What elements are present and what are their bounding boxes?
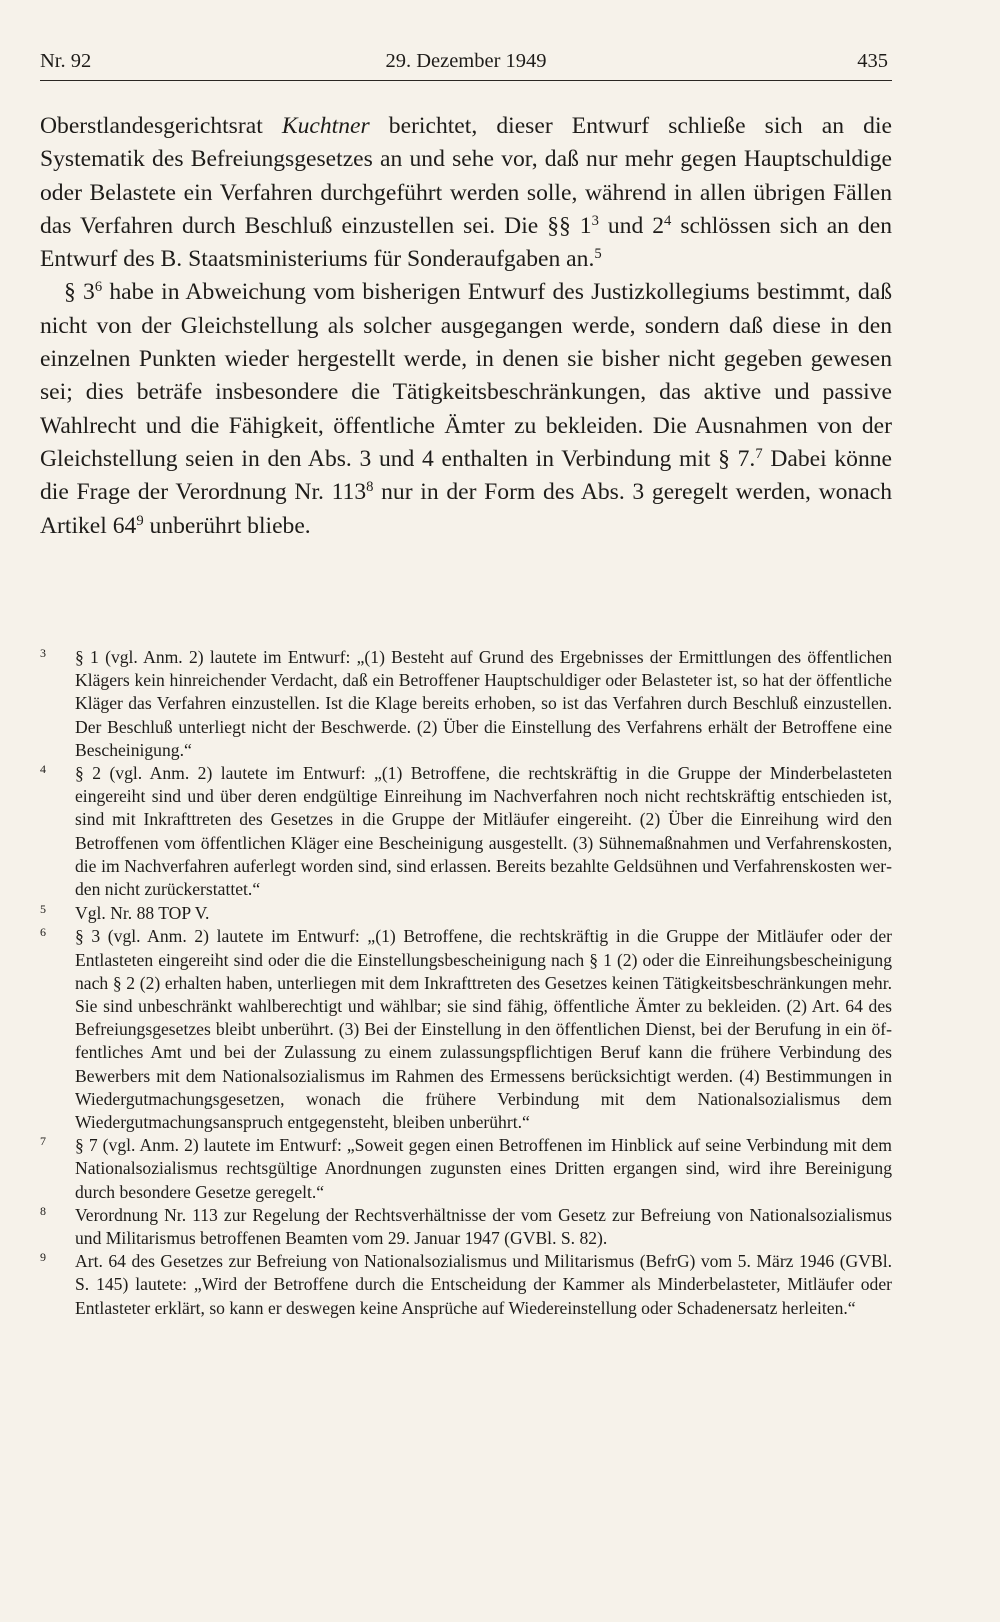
main-text [40, 110, 892, 543]
footnote-ref: 3 [591, 212, 599, 229]
footnote-text: § 7 (vgl. Anm. 2) lautete im Entwurf: „Soweit gegen einen Betroffenen im Hinblick auf seine Verbindung mit dem Nationalsozialismus rechtsgültige Anordnungen zugunsten eines Dritten ergangen sind, wird ihre Bereinigung durch besondere Gesetze geregelt.“ [75, 1135, 892, 1202]
header-date: 29. Dezember 1949 [385, 50, 547, 72]
text-run: und 2 [598, 212, 665, 239]
text-run: Oberstlandesgerichtsrat [40, 113, 282, 139]
footnote-ref: 4 [664, 212, 672, 229]
text-run: unberührt bliebe. [143, 512, 311, 539]
footnote-number: 3 [40, 646, 46, 660]
footnote-8 [40, 1204, 892, 1250]
footnote-text: Verordnung Nr. 113 zur Regelung der Rechtsverhältnisse der vom Gesetz zur Befreiung von Nationalsozialismus und Militarismus betroffenen Beamten vom 29. Januar 1947 (GVBl. S. 82). [75, 1204, 892, 1249]
paragraph-1 [40, 110, 892, 276]
text-run: schlössen sich an den Entwurf des B. Staatsministeriums für Sonderaufgaben an. [40, 212, 893, 273]
text-run: nur in der Form des Abs. 3 geregelt werden, wonach Artikel 64 [40, 479, 892, 539]
footnote-ref: 6 [94, 279, 103, 296]
footnote-7 [40, 1134, 892, 1204]
footnote-5 [40, 902, 892, 925]
footnote-ref: 9 [136, 512, 144, 529]
footnote-text: Vgl. Nr. 88 TOP V. [75, 903, 210, 924]
page-number: 435 [857, 50, 888, 72]
footnote-9 [40, 1250, 892, 1320]
paragraph-2 [40, 276, 892, 542]
footnote-text: Art. 64 des Gesetzes zur Befreiung von Nationalsozialismus und Militarismus (BefrG) vom 5. März 1946 (GVBl. S. 145) lautete: „Wird der Betroffene durch die Entscheidung der Kammer als Minderbelasteter, Mitläufer oder Entlasteter erklärt, so kann er deswegen keine Ansprüche auf Wiedereinstellung oder Schadenersatz herleiten.“ [75, 1251, 892, 1318]
footnotes [40, 646, 892, 1320]
text-run: Dabei könne die Frage der Verordnung Nr. 113 [40, 445, 893, 506]
footnote-text: § 2 (vgl. Anm. 2) lautete im Entwurf: „(1) Betroffene, die rechtskräftig in die Gruppe der Minderbelasteten eingereiht sind und über deren endgültige Einreihung im Nachverfahren noch nicht rechtskräftig entschieden ist, sind mit Inkrafttreten des Gesetzes in die Gruppe der Mitläufer eingereiht. (2) Über die Einreihung wird den Betroffenen vom öffentlichen Kläger eine Bescheinigung ausgestellt. (3) Sühnemaßnahmen und Verfahrenskosten, die im Nachverfahren auferlegt worden sind, sind erlassen. Bereits bezahlte Geldsühnen und Verfahrenskosten werden nicht zurückerstattet.“ [75, 763, 892, 900]
footnote-3 [40, 646, 892, 762]
footnote-text: § 1 (vgl. Anm. 2) lautete im Entwurf: „(1) Besteht auf Grund des Ergebnisses der Ermittlungen des öffentlichen Klägers kein hinreichender Verdacht, daß ein Betroffener Hauptschuldiger oder Belasteter ist, so hat der öffentliche Kläger das Verfahren einzustellen. Ist die Klage bereits erhoben, so ist das Verfahren durch Beschluß einzustellen. Der Beschluß unterliegt nicht der Beschwerde. (2) Über die Einstellung des Verfahrens erhält der Betroffene eine Bescheinigung.“ [75, 647, 892, 760]
running-header [40, 44, 892, 81]
text-run: berichtet, dieser Entwurf schließe sich an die Systematik des Befreiungsgesetzes an und sehe vor, daß nur mehr gegen Hauptschuldige oder Belastete ein Verfahren durchgeführt werden solle, während in allen übrigen Fällen das Verfahren durch Beschluß einzustellen sei. Die §§ 1 [40, 113, 892, 239]
footnote-number: 6 [40, 925, 46, 940]
person-name: Kuchtner [281, 113, 370, 139]
footnote-number: 5 [40, 902, 46, 917]
footnote-text: § 3 (vgl. Anm. 2) lautete im Entwurf: „(1) Betroffene, die rechtskräftig in die Gruppe der Mitläufer oder der Entlasteten eingereiht sind oder die die Einstellungsbescheinigung nach § 1 (2) oder die Einreihungsbescheinigung nach § 2 (2) erhalten haben, unterliegen mit dem Inkrafttreten des Gesetzes keinen Tätigkeitsbeschränkungen mehr. Sie sind unbeschränkt wahlberechtigt und wählbar; sie sind fähig, öffentliche Ämter zu bekleiden. (2) Art. 64 des Befreiungsgesetzes bleibt unberührt. (3) Bei der Einstellung in den öffentlichen Dienst, bei der Berufung in ein öffentliches Amt und bei der Zulassung zu einem zulassungspflichtigen Beruf kann die frühere Verbindung des Bewerbers mit dem Nationalsozialismus im Rahmen des Ermessens berücksichtigt werden. (4) Bestimmungen in Wiedergutmachungsgesetzen, wonach die frühere Verbindung mit dem Nationalsozialismus dem Wiedergutmachungsanspruch entgegensteht, bleiben unberührt.“ [75, 926, 892, 1133]
footnote-6 [40, 925, 892, 1134]
footnote-number: 9 [40, 1250, 46, 1265]
footnote-number: 4 [40, 762, 46, 777]
document-number: Nr. 92 [40, 50, 92, 72]
text-run: habe in Abweichung vom bisherigen Entwurf des Justizkollegiums bestimmt, daß nicht von der Gleichstellung als solcher ausgegangen werde, sondern daß diese in den einzelnen Punkten wieder hergestellt werde, in denen sie bisher nicht gegeben gewesen sei; dies beträfe insbesondere die Tätigkeitsbeschränkungen, das aktive und passive Wahlrecht und die Fähigkeit, öffentliche Ämter zu bekleiden. Die Ausnahmen von der Gleichstellung seien in den Abs. 3 und 4 enthalten in Verbindung mit § 7. [40, 279, 892, 472]
footnote-4 [40, 762, 892, 901]
footnote-ref: 8 [366, 479, 374, 496]
document-page [40, 0, 892, 1622]
footnote-ref: 7 [755, 445, 763, 462]
text-run: § 3 [64, 279, 95, 306]
footnote-number: 7 [40, 1134, 46, 1149]
footnote-number: 8 [40, 1203, 46, 1218]
footnote-ref: 5 [594, 246, 602, 263]
